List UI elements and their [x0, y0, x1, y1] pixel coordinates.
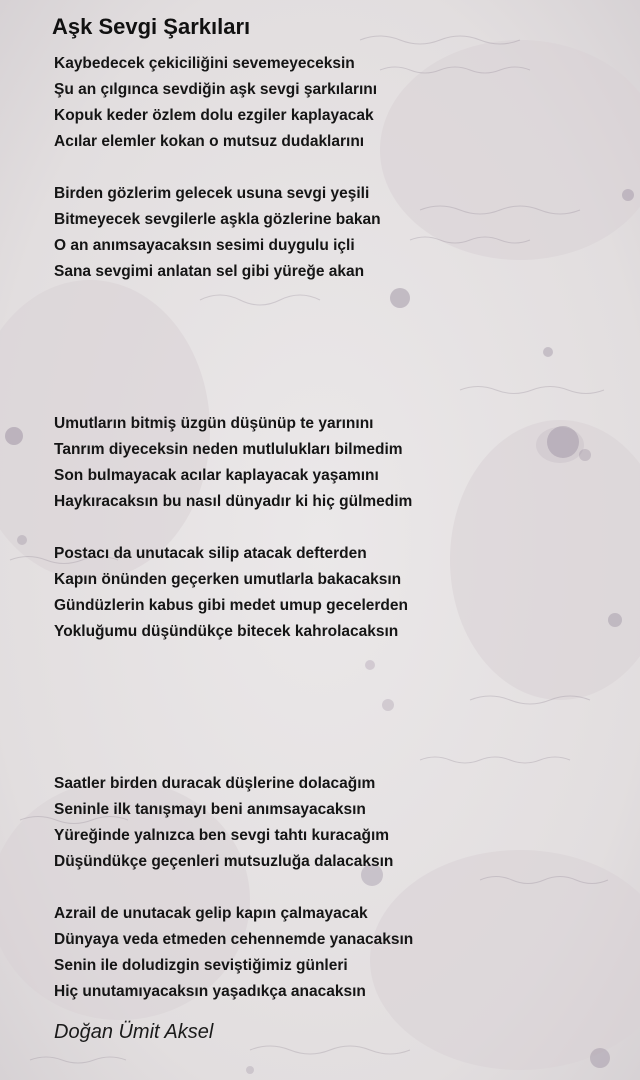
poem-line: Bitmeyecek sevgilerle aşkla gözlerine bakan — [54, 211, 381, 228]
poem-line: Azrail de unutacak gelip kapın çalmayacak — [54, 905, 368, 922]
poem-line: Gündüzlerin kabus gibi medet umup gecelerden — [54, 597, 408, 614]
poem-line: Son bulmayacak acılar kaplayacak yaşamını — [54, 467, 379, 484]
poem-line: Kopuk keder özlem dolu ezgiler kaplayacak — [54, 107, 374, 124]
stanza-5 — [54, 771, 393, 875]
poem-line: Dünyaya veda etmeden cehennemde yanacaksın — [54, 931, 414, 948]
poem-line: Sana sevgimi anlatan sel gibi yüreğe akan — [54, 263, 365, 280]
poem-line: Kapın önünden geçerken umutlarla bakacaksın — [54, 571, 402, 588]
poem-line: Saatler birden duracak düşlerine dolacağım — [54, 775, 376, 792]
poem-line: Umutların bitmiş üzgün düşünüp te yarınını — [54, 415, 374, 432]
stanza-3 — [54, 411, 412, 515]
poem-line: O an anımsayacaksın sesimi duygulu içli — [54, 237, 355, 254]
poem-line: Hiç unutamıyacaksın yaşadıkça anacaksın — [54, 983, 366, 1000]
poem-line: Şu an çılgınca sevdiğin aşk sevgi şarkılarını — [54, 81, 378, 98]
stanza-2 — [54, 181, 381, 285]
poem-line: Senin ile doludizgin seviştiğimiz günleri — [54, 957, 348, 974]
poem-line: Seninle ilk tanışmayı beni anımsayacaksın — [54, 801, 366, 818]
poem-line: Birden gözlerim gelecek usuna sevgi yeşili — [54, 185, 370, 202]
poem-line: Düşündükçe geçenleri mutsuzluğa dalacaksın — [54, 853, 394, 870]
poem-line: Kaybedecek çekiciliğini sevemeyeceksin — [54, 55, 355, 72]
poem-title: Aşk Sevgi Şarkıları — [52, 14, 251, 39]
poem-line: Yüreğinde yalnızca ben sevgi tahtı kuracağım — [54, 827, 390, 844]
poem-line: Postacı da unutacak silip atacak defterden — [54, 545, 367, 562]
stanza-4 — [54, 541, 408, 645]
poem-line: Yokluğumu düşündükçe bitecek kahrolacaksın — [54, 623, 399, 640]
stanza-1 — [54, 51, 377, 155]
poem-line: Acılar elemler kokan o mutsuz dudaklarını — [54, 133, 365, 150]
poem-line: Tanrım diyeceksin neden mutlulukları bilmedim — [54, 441, 403, 458]
poem-author: Doğan Ümit Aksel — [54, 1021, 214, 1043]
stanza-6 — [54, 901, 413, 1005]
poem-line: Haykıracaksın bu nasıl dünyadır ki hiç gülmedim — [54, 493, 413, 510]
